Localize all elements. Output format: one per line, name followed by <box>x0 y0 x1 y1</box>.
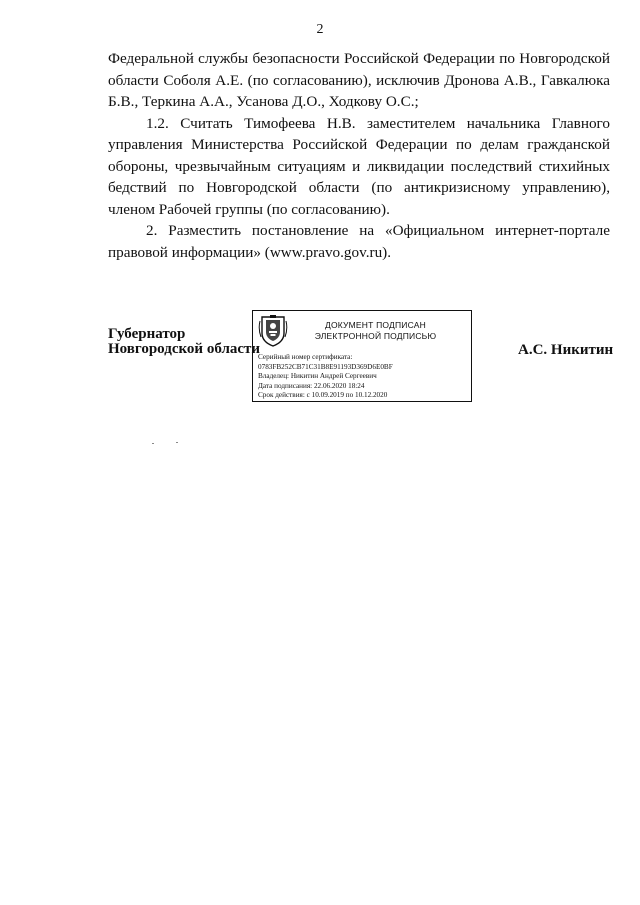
signature-section <box>0 305 640 405</box>
certificate-validity: Срок действия: с 10.09.2019 по 10.12.2020 <box>258 391 388 400</box>
coat-of-arms-icon <box>258 315 288 347</box>
stamp-details <box>258 353 393 401</box>
stamp-header-line1: ДОКУМЕНТ ПОДПИСАН <box>325 320 426 330</box>
signer-title <box>108 327 260 357</box>
paragraph-continuation: Федеральной службы безопасности Российской Федерации по Новгородской области Соболя А.Е. (по согласованию), исключив Дронова А.В., Гавкалюка Б.В., Теркина А.А., Усанова Д.О., Ходкову О.С.; <box>108 50 610 110</box>
signing-date: Дата подписания: 22.06.2020 18:24 <box>258 381 365 390</box>
certificate-owner: Владелец: Никитин Андрей Сергеевич <box>258 372 377 381</box>
scan-speck <box>152 443 154 444</box>
signer-name: А.С. Никитин <box>518 342 614 358</box>
stamp-header-line2: ЭЛЕКТРОННОЙ ПОДПИСЬЮ <box>314 331 437 341</box>
document-body <box>108 48 610 263</box>
signer-title-line2: Новгородской области <box>108 341 261 357</box>
stamp-header <box>293 320 458 342</box>
certificate-serial-label: Серийный номер сертификата: <box>258 353 353 361</box>
signer-title-line1: Губернатор <box>108 326 186 342</box>
electronic-signature-stamp <box>252 310 472 402</box>
certificate-serial-value: 0783FB252CB71C31B8E91193D369D6E0BF <box>258 362 393 371</box>
paragraph-item-1-2: 1.2. Считать Тимофеева Н.В. заместителем начальника Главного управления Министерства Российской Федерации по делам гражданской обороны, чрезвычайным ситуациям и ликвидации последствий стихийных бедствий по Новгородской области (по антикризисному управлению), членом Рабочей группы (по согласованию). <box>108 114 610 218</box>
scan-speck <box>176 442 178 443</box>
paragraph-item-2: 2. Разместить постановление на «Официальном интернет-портале правовой информации» (www.pravo.gov.ru). <box>108 222 610 261</box>
page-number: 2 <box>316 22 324 37</box>
